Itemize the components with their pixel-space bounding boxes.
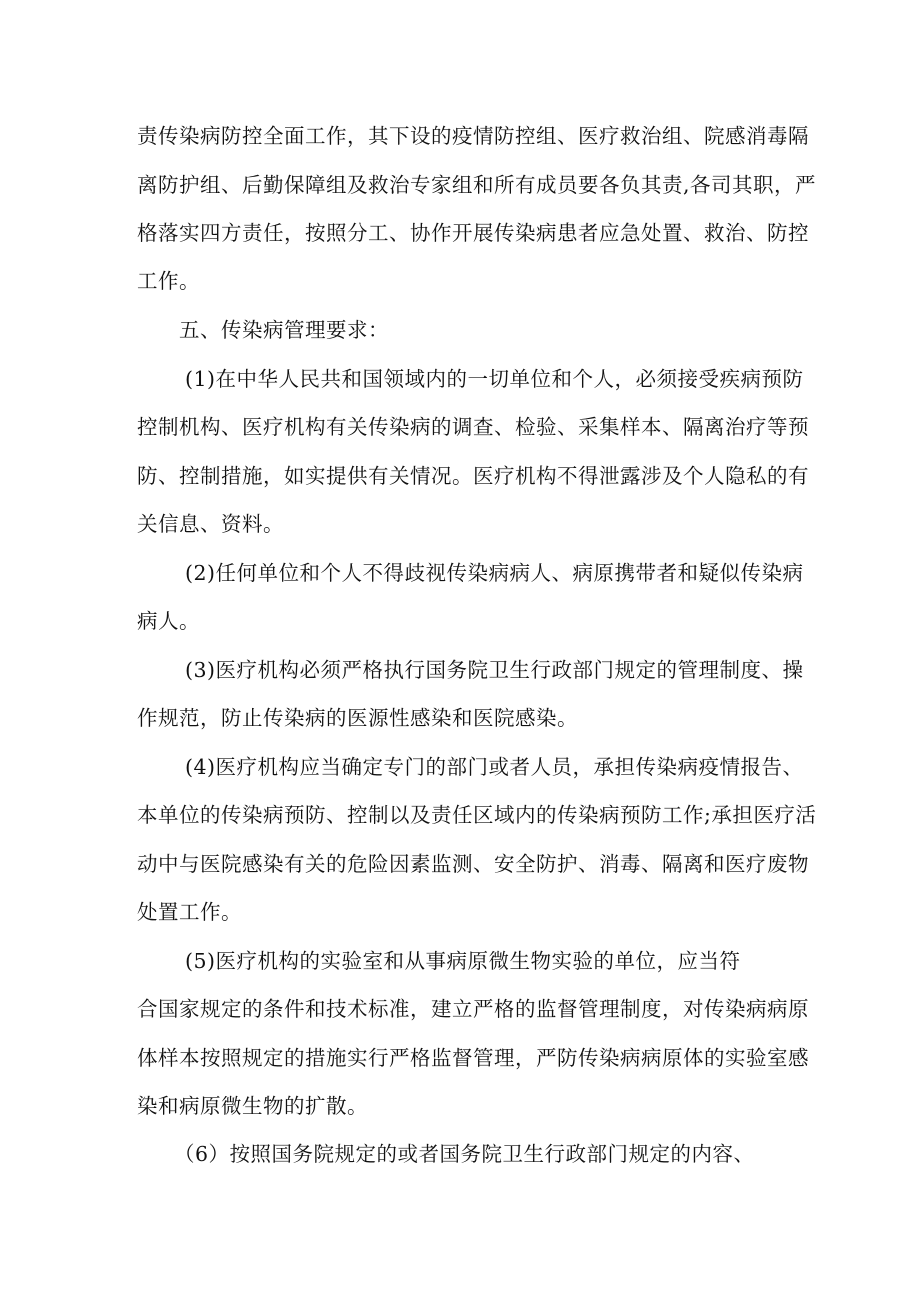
text-line: (1)在中华人民共和国领域内的一切单位和个人，必须接受疾病预防: [185, 367, 804, 391]
text-line: （6）按照国务院规定的或者国务院卫生行政部门规定的内容、: [174, 1142, 755, 1166]
text-line: (3)医疗机构必须严格执行国务院卫生行政部门规定的管理制度、操: [185, 658, 804, 682]
text-line: 控制机构、医疗机构有关传染病的调查、检验、采集样本、隔离治疗等预: [137, 415, 809, 439]
text-line: (2)任何单位和个人不得歧视传染病病人、病原携带者和疑似传染病: [185, 561, 804, 585]
text-line: 本单位的传染病预防、控制以及责任区域内的传染病预防工作;承担医疗活: [137, 803, 817, 827]
text-line: 染和病原微生物的扩散。: [137, 1094, 368, 1118]
text-line: 病人。: [137, 609, 200, 633]
section-heading: 五、传染病管理要求：: [179, 318, 389, 342]
text-line: 责传染病防控全面工作，其下设的疫情防控组、医疗救治组、院感消毒隔: [137, 124, 809, 148]
text-line: (4)医疗机构应当确定专门的部门或者人员，承担传染病疫情报告、: [185, 755, 804, 779]
text-line: 合国家规定的条件和技术标准，建立严格的监督管理制度，对传染病病原: [137, 997, 809, 1021]
text-line: 关信息、资料。: [137, 512, 284, 536]
text-line: 离防护组、后勤保障组及救治专家组和所有成员要各负其责,各司其职，严: [137, 173, 817, 197]
text-line: 动中与医院感染有关的危险因素监测、安全防护、消毒、隔离和医疗废物: [137, 852, 809, 876]
text-line: 处置工作。: [137, 900, 242, 924]
text-line: 格落实四方责任，按照分工、协作开展传染病患者应急处置、救治、防控: [137, 221, 809, 245]
text-line: (5)医疗机构的实验室和从事病原微生物实验的单位，应当符: [185, 949, 741, 973]
text-line: 工作。: [137, 269, 200, 293]
text-line: 作规范，防止传染病的医源性感染和医院感染。: [137, 706, 578, 730]
text-line: 体样本按照规定的措施实行严格监督管理，严防传染病病原体的实验室感: [137, 1046, 809, 1070]
text-line: 防、控制措施，如实提供有关情况。医疗机构不得泄露涉及个人隐私的有: [137, 464, 809, 488]
